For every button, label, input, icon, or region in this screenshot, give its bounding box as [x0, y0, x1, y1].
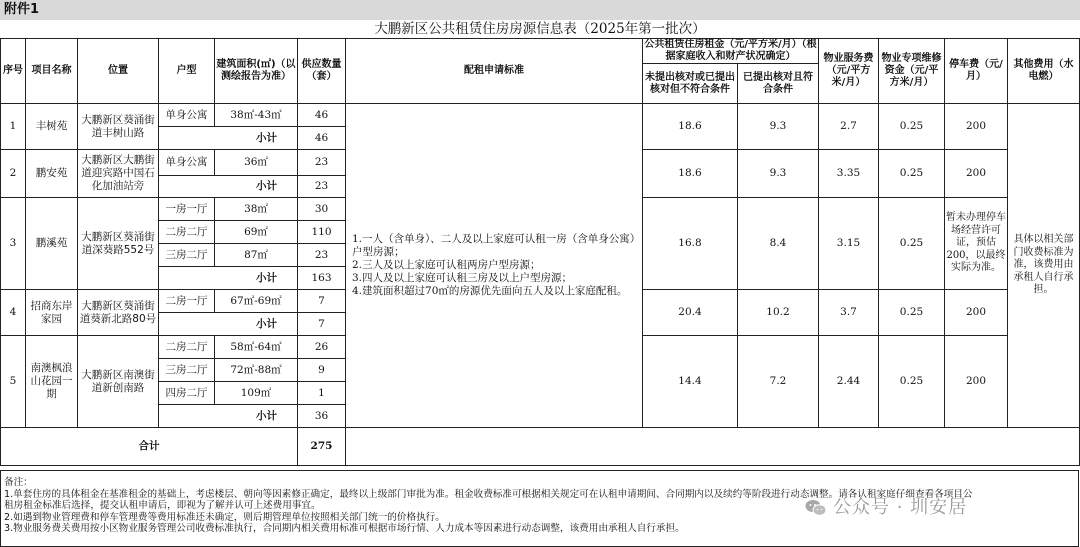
project-location: 大鹏新区葵涌街道葵新北路80号 — [78, 290, 159, 336]
property-fee: 3.15 — [819, 198, 879, 290]
subtotal-value: 36 — [298, 405, 346, 428]
header-rent-group: 公共租赁住房租金（元/平方米/月）（根据家庭收入和财产状况确定） — [644, 39, 817, 62]
rent-not-verified: 18.6 — [643, 104, 738, 150]
unit-type: 单身公寓 — [159, 104, 215, 127]
rent-not-verified: 18.6 — [643, 150, 738, 198]
header-property-fee: 物业服务费（元/平方米/月） — [819, 39, 879, 104]
project-name: 招商东岸家园 — [26, 290, 78, 336]
header-other-fees: 其他费用（水电燃） — [1008, 39, 1080, 104]
page-title: 大鹏新区公共租赁住房房源信息表（2025年第一批次） — [374, 21, 706, 37]
unit-type: 三房二厅 — [159, 244, 215, 267]
project-no: 4 — [1, 290, 26, 336]
property-fee: 3.7 — [819, 290, 879, 336]
unit-quantity: 30 — [298, 198, 346, 221]
property-fee: 2.7 — [819, 104, 879, 150]
maintenance-fund: 0.25 — [879, 198, 945, 290]
maintenance-fund: 0.25 — [879, 290, 945, 336]
header-maintenance-fund: 物业专项维修资金（元/平方米/月） — [879, 39, 945, 104]
note-line: 2.如遇到物业管理费和停车管理费等费用标准还未确定，则后期管理单位按照相关部门统一的价格执行。 — [4, 511, 445, 523]
parking-fee: 200 — [945, 104, 1008, 150]
table-row — [1, 104, 1080, 127]
criteria-cell — [346, 104, 643, 428]
note-line: 备注： — [4, 477, 33, 488]
rent-not-verified: 16.8 — [643, 198, 738, 290]
unit-type: 单身公寓 — [159, 150, 215, 176]
header-parking: 停车费（元/月） — [945, 39, 1008, 104]
header-rent-verified: 已提出核对且符合条件 — [738, 64, 819, 104]
wechat-logo-icon — [805, 499, 827, 517]
parking-fee: 200 — [945, 150, 1008, 198]
project-name: 丰树苑 — [26, 104, 78, 150]
subtotal-label: 小计 — [159, 405, 298, 428]
unit-area: 38㎡ — [215, 198, 298, 221]
unit-area: 58㎡-64㎡ — [215, 336, 298, 359]
header-area: 建筑面积(㎡)（以测绘报告为准） — [215, 39, 298, 104]
project-name: 鹏溪苑 — [26, 198, 78, 290]
unit-quantity: 110 — [298, 221, 346, 244]
project-name: 南澳枫浪山花园一期 — [26, 336, 78, 428]
maintenance-fund: 0.25 — [879, 150, 945, 198]
criteria-item: 1.一人（含单身）、二人及以上家庭可认租一房（含单身公寓）户型房源； — [352, 233, 636, 258]
rent-verified: 9.3 — [738, 150, 819, 198]
header-row — [1, 39, 1080, 64]
rent-verified: 10.2 — [738, 290, 819, 336]
header-criteria: 配租申请标准 — [346, 39, 643, 104]
unit-type: 四房二厅 — [159, 382, 215, 405]
subtotal-value: 163 — [298, 267, 346, 290]
unit-quantity: 23 — [298, 244, 346, 267]
watermark-text: 公众号 · 圳安居 — [833, 497, 968, 518]
subtotal-label: 小计 — [159, 127, 298, 150]
project-location: 大鹏新区大鹏街道迎宾路中国石化加油站旁 — [78, 150, 159, 198]
subtotal-value: 7 — [298, 313, 346, 336]
rent-verified: 9.3 — [738, 104, 819, 150]
project-no: 3 — [1, 198, 26, 290]
note-line: 租房租金标准后选择，提交认租申请后，即视为了解并认可上述费用事宜。 — [4, 500, 321, 512]
housing-table — [0, 38, 1080, 466]
parking-fee: 200 — [945, 336, 1008, 428]
note-line: 3.物业服务费关费用按小区物业服务管理公司收费标准执行，合同期内相关费用标准可根据市场行情、人力成本等因素进行动态调整，该费用由承租人自行承担。 — [4, 523, 685, 535]
property-fee: 3.35 — [819, 150, 879, 198]
rent-verified: 7.2 — [738, 336, 819, 428]
unit-area: 69㎡ — [215, 221, 298, 244]
unit-quantity: 7 — [298, 290, 346, 313]
unit-area: 38㎡-43㎡ — [215, 104, 298, 127]
header-no: 序号 — [1, 39, 26, 104]
total-label: 合计 — [1, 428, 298, 466]
rent-not-verified: 14.4 — [643, 336, 738, 428]
subtotal-label: 小计 — [159, 267, 298, 290]
note-line: 1.单套住房的具体租金在基准租金的基础上，考虑楼层、朝向等因素修正确定，最终以上级部门审批为准。租金收费标准可根据相关规定可在认租申请期间、合同期内以及续约等阶段进行动态调整。请各认租家庭仔细查看各项目公 — [4, 488, 973, 500]
total-row — [1, 428, 1080, 466]
unit-area: 36㎡ — [215, 150, 298, 176]
unit-area: 72㎡-88㎡ — [215, 359, 298, 382]
unit-type: 二房二厅 — [159, 221, 215, 244]
header-name: 项目名称 — [26, 39, 78, 104]
subtotal-value: 46 — [298, 127, 346, 150]
header-unit-type: 户型 — [159, 39, 215, 104]
subtotal-label: 小计 — [159, 176, 298, 198]
unit-type: 二房二厅 — [159, 336, 215, 359]
unit-quantity: 23 — [298, 150, 346, 176]
criteria-item: 2.三人及以上家庭可认租两房户型房源； — [352, 259, 541, 271]
unit-area: 67㎡-69㎡ — [215, 290, 298, 313]
annex-label: 附件1 — [0, 0, 1080, 20]
maintenance-fund: 0.25 — [879, 336, 945, 428]
unit-quantity: 1 — [298, 382, 346, 405]
rent-verified: 8.4 — [738, 198, 819, 290]
project-no: 5 — [1, 336, 26, 428]
header-quantity: 供应数量（套） — [298, 39, 346, 104]
subtotal-label: 小计 — [159, 313, 298, 336]
header-rent-not-verified: 未提出核对或已提出核对但不符合条件 — [643, 64, 738, 104]
watermark — [805, 493, 967, 519]
criteria-item: 4.建筑面积超过70㎡的房源优先面向五人及以上家庭配租。 — [352, 285, 628, 297]
unit-quantity: 46 — [298, 104, 346, 127]
unit-type: 三房二厅 — [159, 359, 215, 382]
criteria-item: 3.四人及以上家庭可认租三房及以上户型房源； — [352, 272, 573, 284]
unit-quantity: 9 — [298, 359, 346, 382]
maintenance-fund: 0.25 — [879, 104, 945, 150]
other-fees-cell: 具体以相关部门收费标准为准，该费用由承租人自行承担。 — [1008, 104, 1080, 428]
parking-fee: 暂未办理停车场经营许可证，预估200，以最终实际为准。 — [945, 198, 1008, 290]
unit-quantity: 26 — [298, 336, 346, 359]
header-location: 位置 — [78, 39, 159, 104]
subtotal-value: 23 — [298, 176, 346, 198]
unit-area: 87㎡ — [215, 244, 298, 267]
project-name: 鹏安苑 — [26, 150, 78, 198]
project-location: 大鹏新区葵涌街道丰树山路 — [78, 104, 159, 150]
parking-fee: 200 — [945, 290, 1008, 336]
rent-not-verified: 20.4 — [643, 290, 738, 336]
project-location: 大鹏新区葵涌街道深葵路552号 — [78, 198, 159, 290]
property-fee: 2.44 — [819, 336, 879, 428]
project-no: 1 — [1, 104, 26, 150]
unit-area: 109㎡ — [215, 382, 298, 405]
total-row-blank — [346, 428, 1080, 466]
total-value: 275 — [298, 428, 346, 466]
unit-type: 二房一厅 — [159, 290, 215, 313]
unit-type: 一房一厅 — [159, 198, 215, 221]
project-no: 2 — [1, 150, 26, 198]
project-location: 大鹏新区南澳街道新创南路 — [78, 336, 159, 428]
